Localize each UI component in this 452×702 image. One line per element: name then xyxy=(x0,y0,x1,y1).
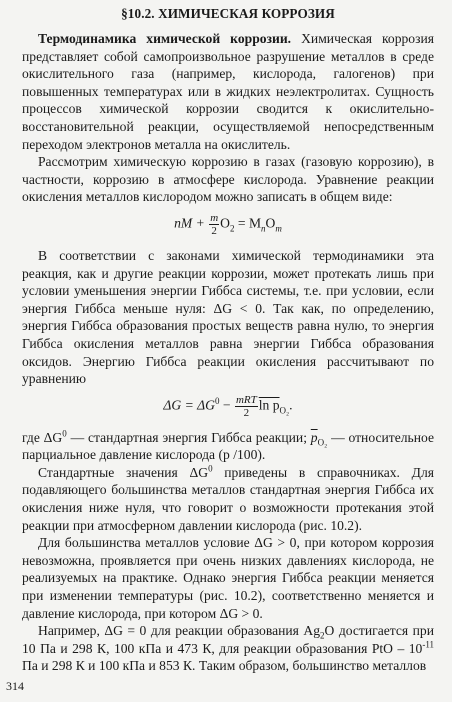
paragraph-2: Рассмотрим химическую коррозию в газах (газовую коррозию), в частности, коррозию в атмосфере кислорода. Уравнение реакции окисления металлов кислородом можно записать в общем виде: xyxy=(22,154,434,205)
eq2-sub: O₂ xyxy=(279,405,290,416)
paragraph-4-a: где ΔG xyxy=(22,429,63,445)
eq1-o2-sub: 2 xyxy=(229,223,235,234)
eq1-fraction-denominator: 2 xyxy=(211,224,217,237)
eq2-lhs: ΔG = ΔG xyxy=(163,397,215,413)
paragraph-4-c: — относительное парциальное давление кислорода (p /100). xyxy=(22,429,434,463)
eq2-tail: . xyxy=(289,397,293,413)
eq1-fraction-numerator: m xyxy=(210,211,219,224)
paragraph-5-a: Стандартные значения ΔG xyxy=(38,464,209,480)
eq1-sub-m: m xyxy=(275,223,282,234)
equation-gibbs xyxy=(22,394,434,419)
paragraph-4 xyxy=(22,429,434,464)
eq2-sup0: 0 xyxy=(214,395,220,406)
eq1-left: nM + xyxy=(174,215,209,231)
paragraph-1-lead: Термодинамика химической коррозии. xyxy=(38,31,292,46)
paragraph-7 xyxy=(22,622,434,675)
eq1-equals: = M xyxy=(234,215,262,231)
paragraph-1 xyxy=(22,30,434,153)
paragraph-7-a: Например, ΔG = 0 для реакции образования Ag xyxy=(38,623,321,639)
eq1-o2: O xyxy=(220,215,230,231)
paragraph-3: В соответствии с законами химической термодинамики эта реакция, как и другие реакции коррозии, может протекать лишь при условии уменьшения энергии Гиббса системы, т.е. при условии, если энергия Гиббса меньше нуля: ΔG < 0. Так как, по определению, энергия Гиббса образования простых веществ равна нулю, то энергия Гиббса окисления металлов равна энергии Гиббса образования оксидов. Энергию Гиббса реакции окисления рассчитывают по уравнению xyxy=(22,247,434,387)
eq2-minus: − xyxy=(219,397,234,413)
paragraph-4-p: $\overline{p}$ xyxy=(310,429,318,445)
equation-oxidation xyxy=(22,212,434,237)
eq1-sub-n: n xyxy=(261,223,266,234)
paragraph-4-sup: 0 xyxy=(62,428,67,439)
paragraph-7-b: O достигается при 10 Па и 298 К, 100 кПа и 473 К, для реакции образования PtO – 10 xyxy=(22,623,435,656)
paragraph-4-sub: O₂ xyxy=(317,437,328,448)
paragraph-7-sub: 2 xyxy=(320,630,325,641)
eq1-o: O xyxy=(265,215,276,231)
section-title: §10.2. ХИМИЧЕСКАЯ КОРРОЗИЯ xyxy=(121,6,335,21)
paragraph-1-text: Химическая коррозия представляет собой самопроизвольное разрушение металлов в среде окислительного газа (например, кислорода, галогенов) при повышенных температурах или в жидких неэлектролитах. Сущность процессов химической коррозии сводится к окислительно-восстановительной реакции, осуществляемой непосредственным переходом электронов металла на окислитель. xyxy=(22,31,434,152)
eq1-fraction xyxy=(209,212,219,237)
eq2-ln: ln p xyxy=(258,397,280,413)
page-number: 314 xyxy=(6,679,24,693)
paragraph-5-sup: 0 xyxy=(208,463,213,474)
paragraph-7-sup: -11 xyxy=(422,639,434,650)
eq2-fraction xyxy=(235,394,258,419)
paragraph-5 xyxy=(22,464,434,534)
paragraph-5-b: приведены в справочниках. Для подавляющего большинства металлов стандартная энергия Гиббса их окисления ниже нуля, что говорит о возможности протекания этой реакции при атмосферном давлении кислорода (рис. 10.2). xyxy=(22,464,434,533)
paragraph-6: Для большинства металлов условие ΔG > 0, при котором коррозия невозможна, проявляется при очень низких давлениях кислорода, не реализуемых на практике. Однако энергия Гиббса реакции меняется при изменении температуры (рис. 10.2), соответственно меняется и давление кислорода, при котором ΔG > 0. xyxy=(22,535,434,621)
eq2-fraction-numerator: mRT xyxy=(235,393,257,406)
paragraph-7-c: Па и 298 К и 100 кПа и 853 К. Таким образом, большинство металлов xyxy=(22,658,427,674)
paragraph-4-b: — стандартная энергия Гиббса реакции; xyxy=(66,429,311,445)
eq2-fraction-denominator: 2 xyxy=(243,406,250,419)
